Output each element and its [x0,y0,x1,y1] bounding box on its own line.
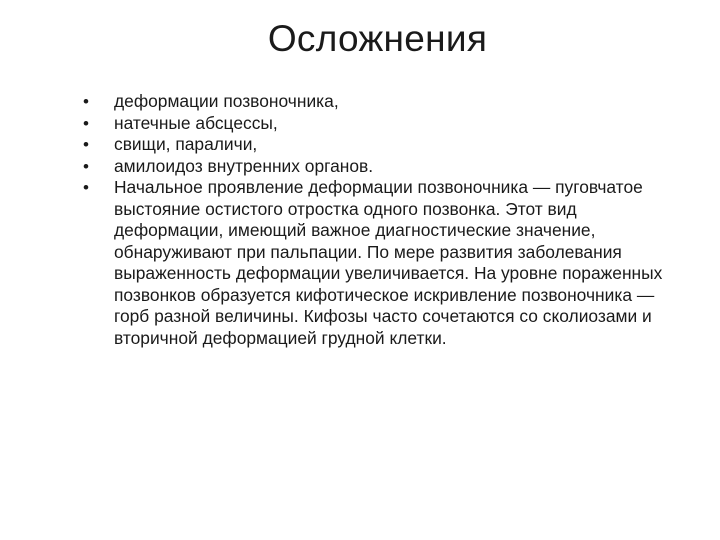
list-item [80,134,680,156]
bullet-list [80,91,680,349]
bullet-icon: • [83,156,89,176]
list-item [80,177,680,349]
list-item-text: деформации позвоночника, [114,91,339,111]
list-item-text: амилоидоз внутренних органов. [114,155,374,176]
list-item [80,156,680,178]
bullet-icon: • [83,135,89,154]
list-item [80,113,680,135]
list-item-text: Начальное проявление деформации позвоночника — пуговчатое выстояние остистого отростка одного позвонка. Этот вид деформации, имеющий важное диагностические значение, обнаруживают при пальпации. По мере развития заболевания выраженность деформации увеличивается. На уровне пораженных позвонков образуется кифотическое искривление позвоночника — горб разной величины. Кифозы часто сочетаются со сколиозами и вторичной деформацией грудной клетки. [114,177,663,348]
list-item-text: натечные абсцессы, [114,112,278,133]
bullet-icon: • [83,92,89,111]
bullet-icon: • [83,113,89,133]
slide-title: Осложнения [267,18,488,59]
bullet-icon: • [83,178,89,197]
list-item-text: свищи, параличи, [114,134,258,154]
list-item [80,91,680,113]
